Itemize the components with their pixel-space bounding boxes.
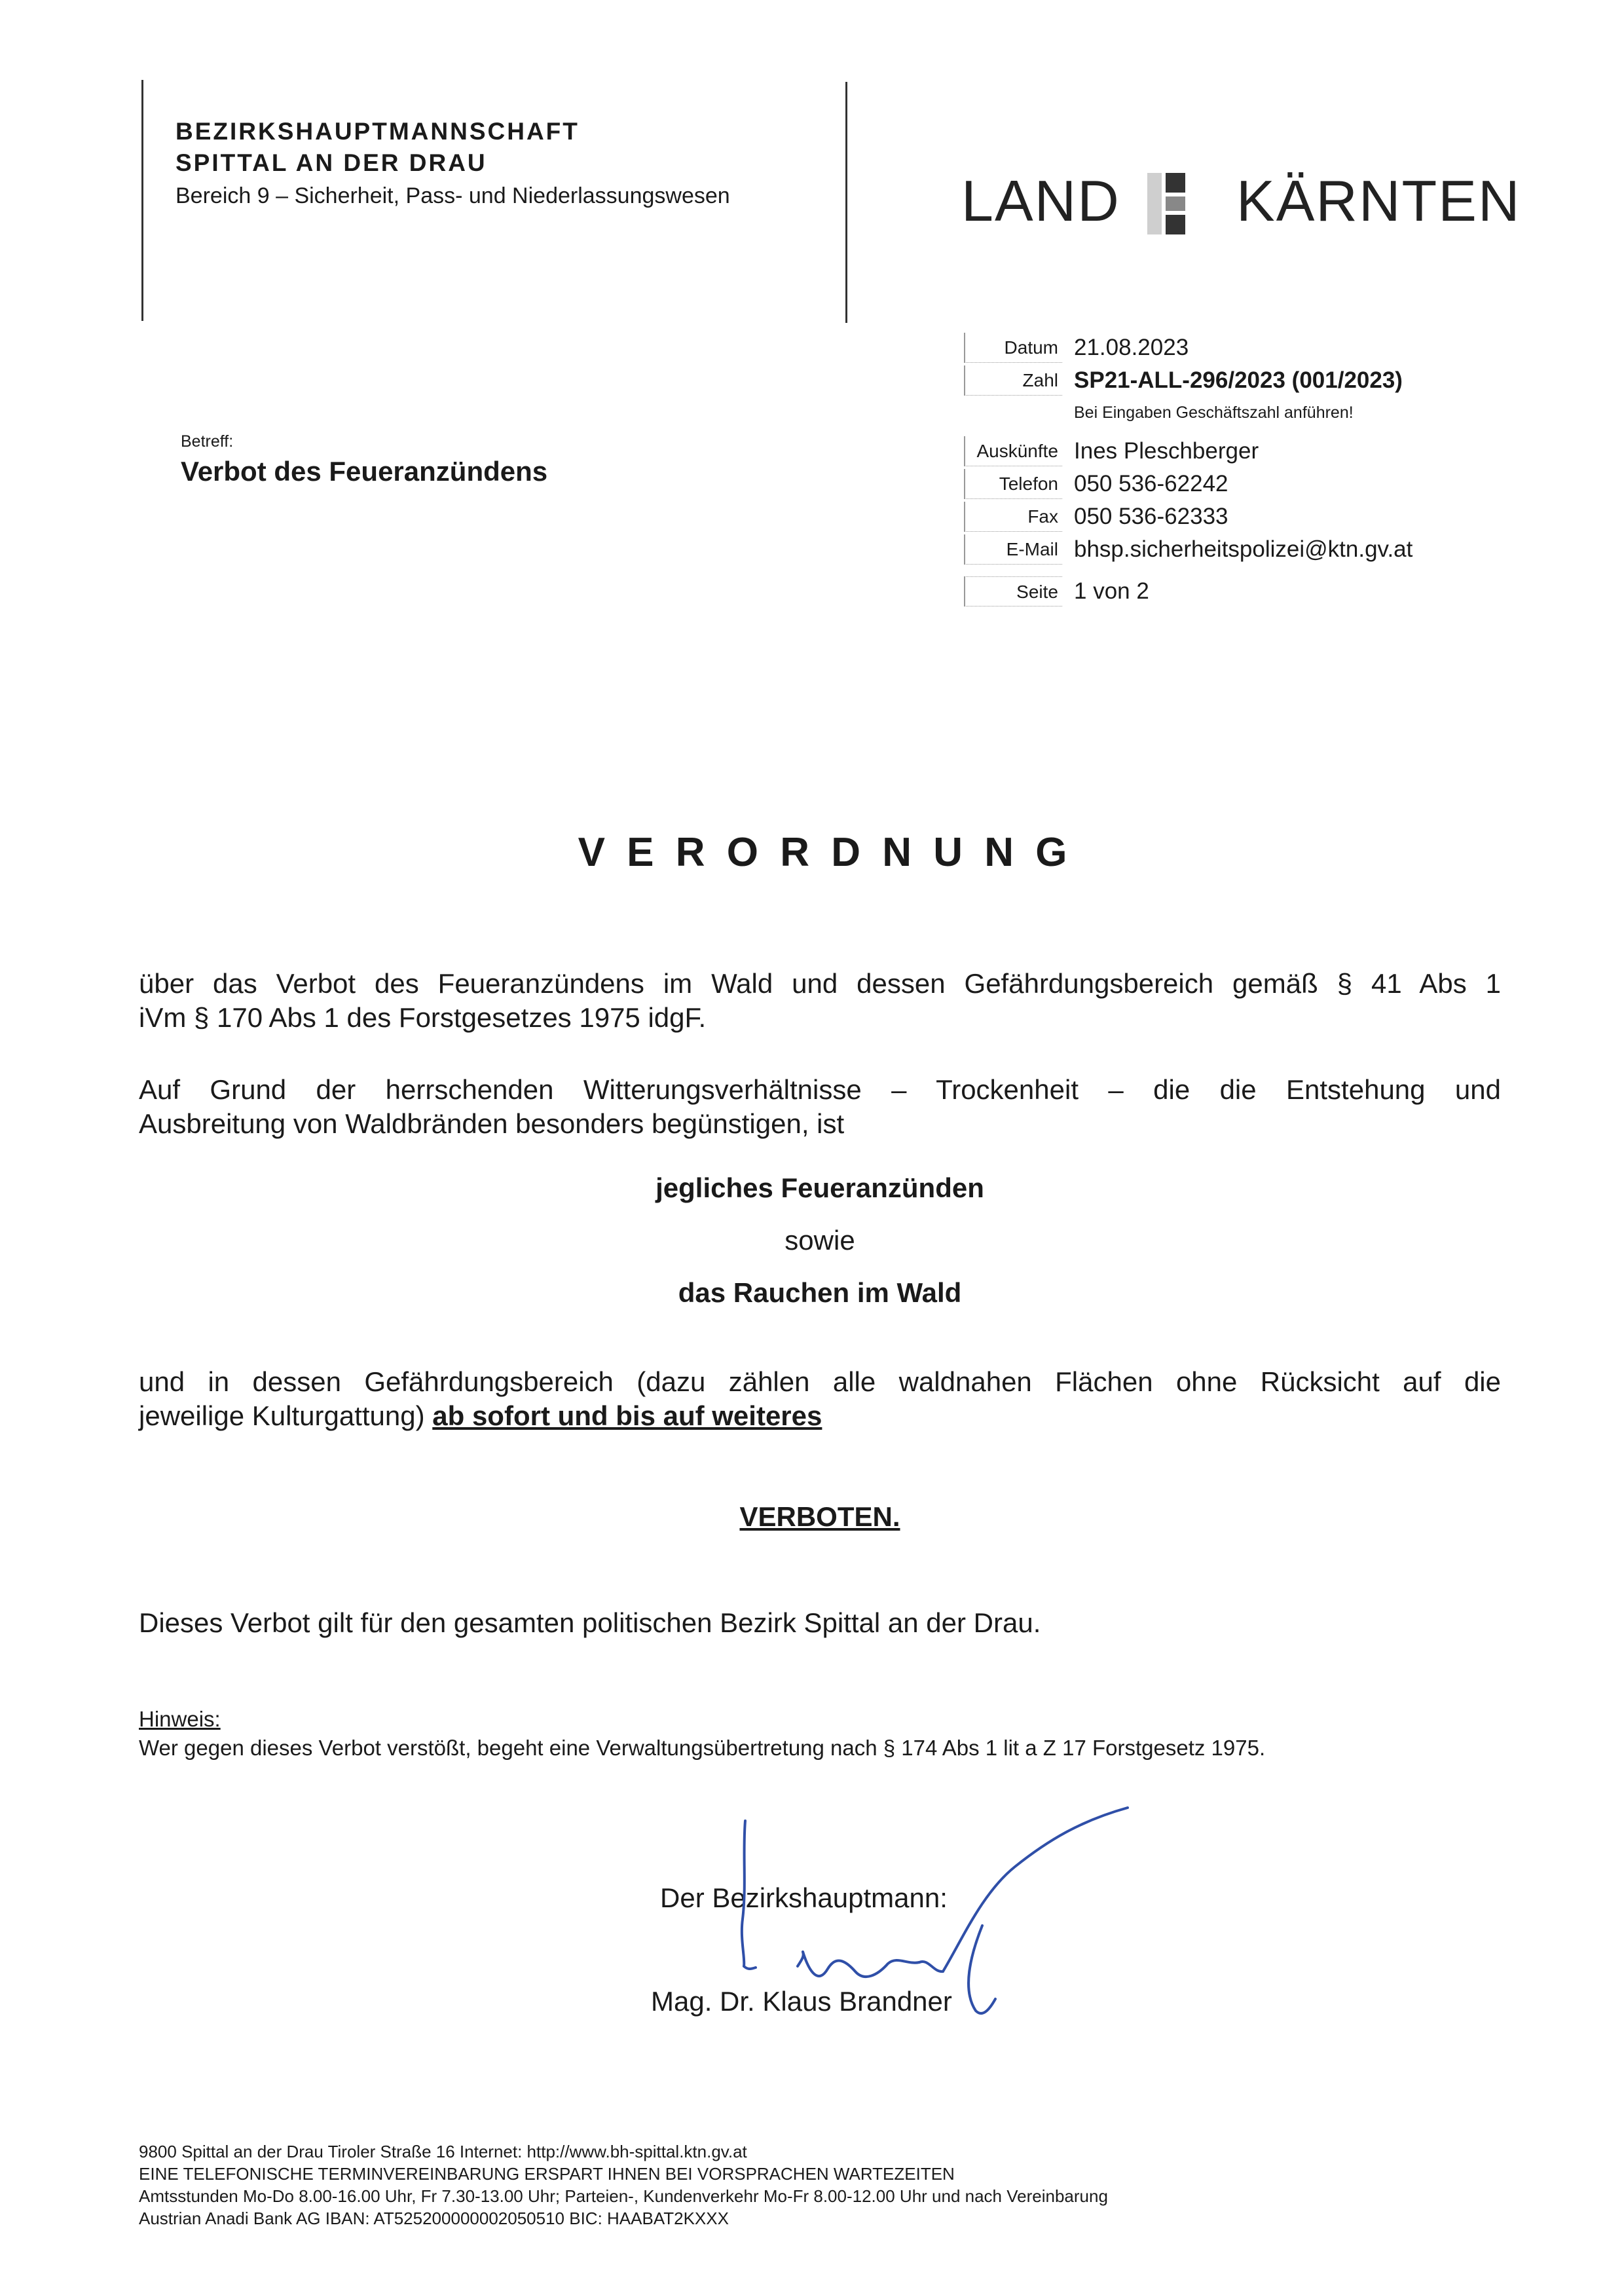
header-right-rule (845, 82, 847, 323)
hinweis-label: Hinweis: (139, 1707, 221, 1731)
land-kaernten-logo (961, 168, 1521, 246)
meta-telefon-value: 050 536-62242 (1074, 471, 1228, 496)
betreff-label: Betreff: (181, 432, 234, 451)
meta-datum-row (964, 333, 1462, 365)
betreff-value: Verbot des Feueranzündens (181, 456, 548, 487)
intro-line2: iVm § 170 Abs 1 des Forstgesetzes 1975 idgF. (139, 1002, 707, 1033)
meta-auskuenfte-value: Ines Pleschberger (1074, 438, 1259, 464)
ban-item-smoking: das Rauchen im Wald (678, 1277, 962, 1308)
hinweis-text: Wer gegen dieses Verbot verstößt, begeht eine Verwaltungsübertretung nach § 174 Abs 1 lit a Z 17 Forstgesetz 1975. (139, 1736, 1266, 1760)
meta-fax-value: 050 536-62333 (1074, 504, 1228, 529)
meta-email-value: bhsp.sicherheitspolizei@ktn.gv.at (1074, 536, 1413, 562)
logo-mark-icon (1147, 173, 1190, 234)
meta-zahl-note: Bei Eingaben Geschäftszahl anführen! (1074, 403, 1354, 422)
meta-telefon-row (964, 469, 1462, 502)
header-left-rule (141, 80, 143, 321)
handwritten-signature (688, 1795, 1185, 2057)
footer-appointment-note: EINE TELEFONISCHE TERMINVEREINBARUNG ERSPART IHNEN BEI VORSPRACHEN WARTEZEITEN (139, 2164, 955, 2184)
meta-email-label: E-Mail (964, 534, 1062, 565)
document-title: V E R O R D N U N G (578, 830, 1073, 875)
ban-conjunction: sowie (784, 1225, 855, 1256)
scope-emphasis: ab sofort und bis auf weiteres (432, 1400, 822, 1431)
org-name-line2: SPITTAL AN DER DRAU (175, 149, 487, 176)
org-department: Bereich 9 – Sicherheit, Pass- und Niederlassungswesen (175, 183, 730, 208)
verboten-statement: VERBOTEN. (739, 1501, 900, 1532)
signatory-name: Mag. Dr. Klaus Brandner (651, 1986, 952, 2017)
meta-auskuenfte-row (964, 436, 1462, 469)
meta-telefon-label: Telefon (964, 469, 1062, 499)
meta-fax-label: Fax (964, 502, 1062, 532)
meta-seite-label: Seite (964, 576, 1062, 606)
meta-seite-row (964, 576, 1462, 609)
footer-office-hours: Amtsstunden Mo-Do 8.00-16.00 Uhr, Fr 7.30-13.00 Uhr; Parteien-, Kundenverkehr Mo-Fr 8.00-12.00 Uhr und nach Vereinbarung (139, 2186, 1108, 2206)
reason-line2: Ausbreitung von Waldbränden besonders begünstigen, ist (139, 1108, 845, 1139)
footer-address: 9800 Spittal an der Drau Tiroler Straße 16 Internet: http://www.bh-spittal.ktn.gv.at (139, 2142, 747, 2161)
scope-line2-start: jeweilige Kulturgattung) (139, 1400, 433, 1431)
scope-line1: und in dessen Gefährdungsbereich (dazu zählen alle waldnahen Flächen ohne Rücksicht auf die (139, 1366, 1501, 1397)
reason-line1: Auf Grund der herrschenden Witterungsverhältnisse – Trockenheit – die die Entstehung und (139, 1074, 1501, 1105)
meta-auskuenfte-label: Auskünfte (964, 436, 1062, 466)
intro-line1: über das Verbot des Feueranzündens im Wald und dessen Gefährdungsbereich gemäß § 41 Abs 1 (139, 968, 1501, 999)
meta-seite-value: 1 von 2 (1074, 578, 1149, 604)
meta-datum-value: 21.08.2023 (1074, 335, 1189, 360)
footer-bank-details: Austrian Anadi Bank AG IBAN: AT525200000002050510 BIC: HAABAT2KXXX (139, 2209, 729, 2228)
meta-datum-label: Datum (964, 333, 1062, 363)
meta-zahl-row (964, 365, 1462, 398)
meta-zahl-value: SP21-ALL-296/2023 (001/2023) (1074, 367, 1403, 393)
ban-item-fire: jegliches Feueranzünden (655, 1172, 984, 1203)
scope-line2 (139, 1399, 1501, 1433)
area-statement: Dieses Verbot gilt für den gesamten politischen Bezirk Spittal an der Drau. (139, 1607, 1041, 1638)
org-name-line1: BEZIRKSHAUPTMANNSCHAFT (175, 118, 580, 145)
meta-email-row (964, 534, 1462, 567)
signatory-role: Der Bezirkshauptmann: (660, 1882, 948, 1913)
meta-zahl-label: Zahl (964, 365, 1062, 396)
logo-text-left: LAND (961, 168, 1120, 233)
logo-text-right: KÄRNTEN (1236, 168, 1521, 233)
meta-fax-row (964, 502, 1462, 534)
